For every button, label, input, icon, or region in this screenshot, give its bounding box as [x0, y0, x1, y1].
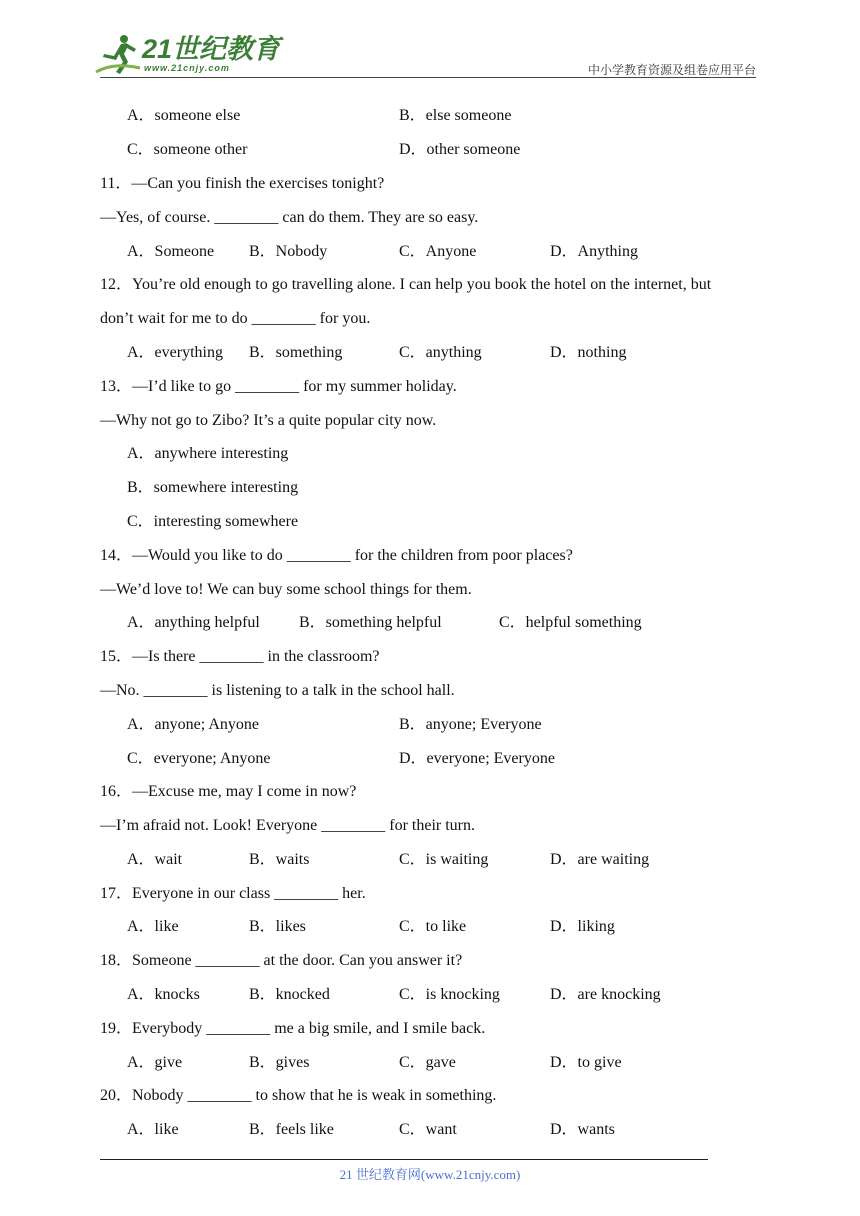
q15-option-a: A．anyone; Anyone: [127, 716, 259, 733]
q16-stem: 16．—Excuse me, may I come in now?: [100, 783, 357, 800]
q10-option-c: C．someone other: [127, 141, 248, 158]
q15-stem: 15．—Is there ________ in the classroom?: [100, 648, 380, 665]
q13-stem: 13．—I’d like to go ________ for my summer holiday.: [100, 378, 457, 395]
q16-line2: —I’m afraid not. Look! Everyone ________ for their turn.: [100, 817, 476, 834]
q15-option-c: C．everyone; Anyone: [127, 750, 271, 767]
q11-option-a: A．Someone: [127, 243, 215, 260]
q18-option-a: A．knocks: [127, 986, 200, 1003]
q14-option-c: C．helpful something: [499, 614, 642, 631]
q19-stem: 19．Everybody ________ me a big smile, and I smile back.: [100, 1020, 486, 1037]
logo-brand-text: 21世纪教育: [142, 34, 281, 64]
q16-option-d: D．are waiting: [550, 851, 650, 868]
q15-option-b: B．anyone; Everyone: [399, 716, 542, 733]
q17-option-d: D．liking: [550, 918, 615, 935]
q18-option-d: D．are knocking: [550, 986, 661, 1003]
q16-option-c: C．is waiting: [399, 851, 489, 868]
q10-option-d: D．other someone: [399, 141, 521, 158]
q20-option-a: A．like: [127, 1121, 179, 1138]
footer-divider: [100, 1159, 708, 1160]
q13-option-c: C．interesting somewhere: [127, 513, 299, 530]
footer-link[interactable]: 21 世纪教育网(www.21cnjy.com): [339, 1167, 521, 1182]
q17-option-a: A．like: [127, 918, 179, 935]
q13-option-a: A．anywhere interesting: [127, 445, 289, 462]
q18-option-b: B．knocked: [249, 986, 330, 1003]
q17-stem: 17．Everyone in our class ________ her.: [100, 885, 366, 902]
q12-line2: don’t wait for me to do ________ for you.: [100, 310, 371, 327]
q10-option-b: B．else someone: [399, 107, 512, 124]
q11-option-d: D．Anything: [550, 243, 639, 260]
q18-option-c: C．is knocking: [399, 986, 500, 1003]
q14-stem: 14．—Would you like to do ________ for the children from poor places?: [100, 547, 573, 564]
q14-line2: —We’d love to! We can buy some school things for them.: [100, 581, 472, 598]
q16-option-a: A．wait: [127, 851, 183, 868]
q18-stem: 18．Someone ________ at the door. Can you answer it?: [100, 952, 463, 969]
q14-option-b: B．something helpful: [299, 614, 442, 631]
q20-option-b: B．feels like: [249, 1121, 334, 1138]
logo-url-text: www.21cnjy.com: [144, 63, 230, 73]
q19-option-a: A．give: [127, 1054, 183, 1071]
q19-option-d: D．to give: [550, 1054, 622, 1071]
q14-option-a: A．anything helpful: [127, 614, 260, 631]
q19-option-c: C．gave: [399, 1054, 456, 1071]
q13-option-b: B．somewhere interesting: [127, 479, 299, 496]
q11-option-b: B．Nobody: [249, 243, 328, 260]
q10-option-a: A．someone else: [127, 107, 241, 124]
q13-line2: —Why not go to Zibo? It’s a quite popular city now.: [100, 412, 437, 429]
q12-option-d: D．nothing: [550, 344, 627, 361]
q11-line2: —Yes, of course. ________ can do them. They are so easy.: [100, 209, 479, 226]
q11-stem: 11．—Can you finish the exercises tonight?: [100, 175, 385, 192]
q12-option-b: B．something: [249, 344, 343, 361]
q12-option-c: C．anything: [399, 344, 482, 361]
q11-option-c: C．Anyone: [399, 243, 477, 260]
q12-stem: 12．You’re old enough to go travelling alone. I can help you book the hotel on the internet, but: [100, 276, 712, 293]
q20-option-d: D．wants: [550, 1121, 615, 1138]
q17-option-c: C．to like: [399, 918, 467, 935]
q19-option-b: B．gives: [249, 1054, 310, 1071]
q20-stem: 20．Nobody ________ to show that he is weak in something.: [100, 1087, 497, 1104]
q15-line2: —No. ________ is listening to a talk in the school hall.: [100, 682, 455, 699]
q16-option-b: B．waits: [249, 851, 310, 868]
q17-option-b: B．likes: [249, 918, 306, 935]
q15-option-d: D．everyone; Everyone: [399, 750, 555, 767]
platform-name: 中小学教育资源及组卷应用平台: [587, 63, 756, 77]
q20-option-c: C．want: [399, 1121, 457, 1138]
q12-option-a: A．everything: [127, 344, 223, 361]
